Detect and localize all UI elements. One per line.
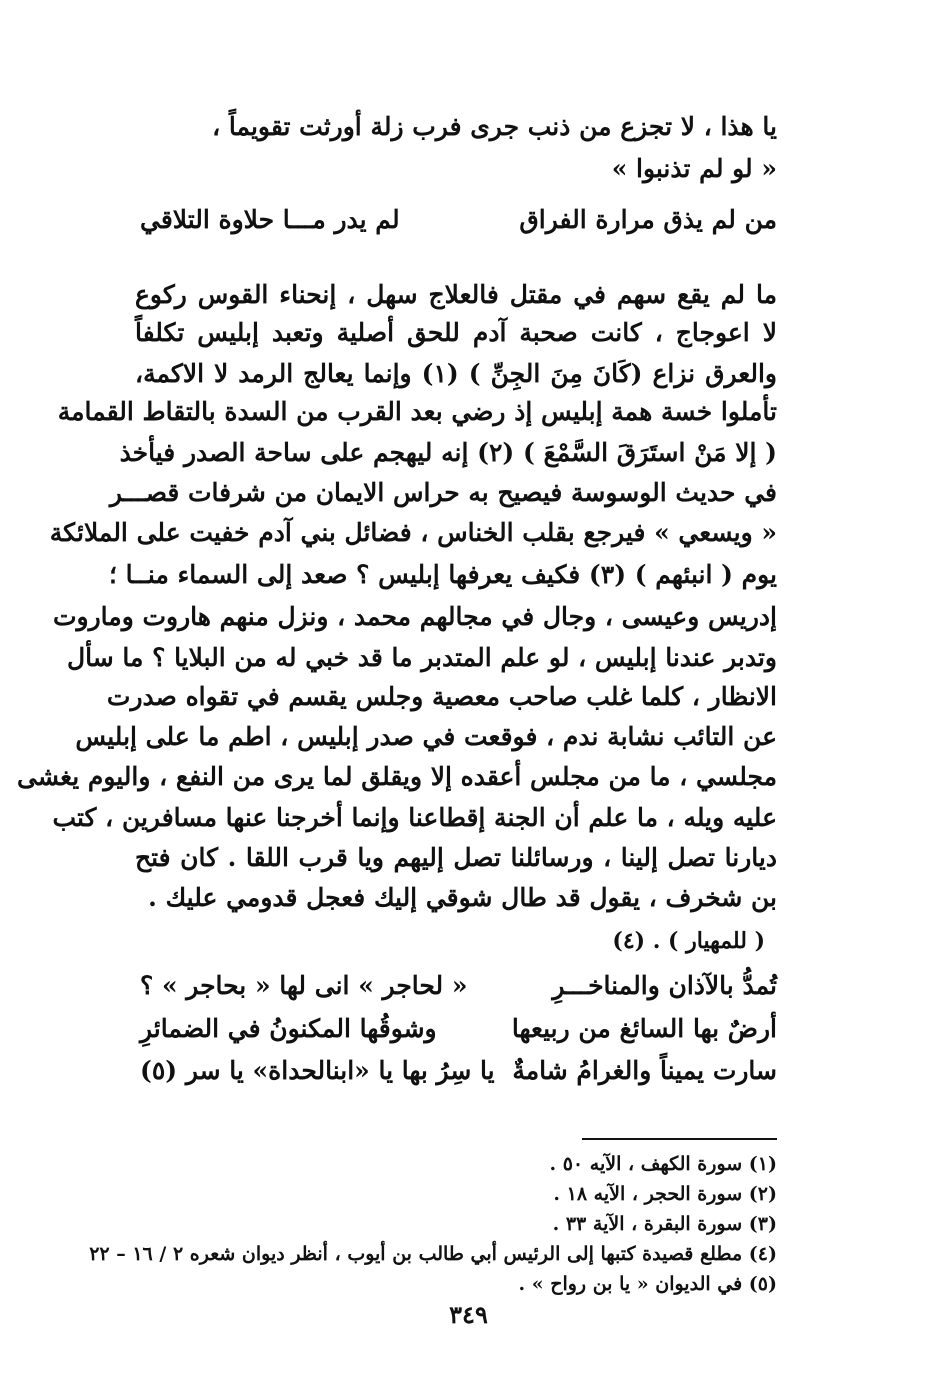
body-line: « ويسعي » فيرجع بقلب الخناس ، فضائل بني آدم خفيت على الملائكة [49,518,777,547]
poem-hemistich-right: أرضٌ بها السائغ من ربيعها [511,1014,777,1043]
body-line: ديارنا تصل إلينا ، ورسائلنا تصل إليهم ويا قرب اللقا . كان فتح [135,843,777,872]
body-line: تأملوا خسة همة إبليس إذ رضي بعد القرب من السدة بالتقاط القمامة [57,397,777,426]
body-line: وتدبر عندنا إبليس ، لو علم المتدبر ما قد خبي له من البلايا ؟ ما سأل [66,643,777,672]
page-number: ٣٤٩ [449,1300,488,1329]
footnote: (٤) مطلع قصيدة كتبها إلى الرئيس أبي طالب بن أيوب ، أنظر ديوان شعره ٢ / ١٦ – ٢٢ [89,1243,777,1265]
body-line: يوم ( انبئهم ) (٣) فكيف يعرفها إبليس ؟ صعد إلى السماء منــا ؛ [108,560,777,589]
poem-hemistich-left: يا سِرُ بها يا «ابنالحداة» يا سر (٥) [140,1056,495,1085]
footnote: (٢) سورة الحجر ، الآيه ١٨ . [553,1183,777,1205]
couplet-hemistich-left: لم يدر مـــا حلاوة التلاقي [140,205,400,234]
intro-line-1: يا هذا ، لا تجزع من ذنب جرى فرب زلة أورثت تقويماً ، [212,112,777,141]
footnote-divider [582,1138,777,1140]
footnote: (٣) سورة البقرة ، الآية ٣٣ . [552,1213,777,1235]
body-line: والعرق نزاع (كَانَ مِنَ الجِنِّ ) (١) وإنما يعالج الرمد لا الاكمة، [135,359,777,388]
poem-hemistich-right: سارت يميناً والغرامُ شامةٌ [512,1056,777,1085]
body-line: مجلسي ، ما من مجلس أعقده إلا ويقلق لما يرى من النفع ، واليوم يغشى [17,762,777,791]
body-line: ما لم يقع سهم في مقتل فالعلاج سهل ، إنحناء القوس ركوع [135,280,777,309]
body-line: ( إلا مَنْ استَرَقَ السَّمْعَ ) (٢) إنه ليهجم على ساحة الصدر فيأخذ [119,438,777,467]
footnote: (٥) في الديوان « يا بن رواح » . [518,1273,777,1295]
couplet-hemistich-right: من لم يذق مرارة الفراق [519,205,777,234]
footnote: (١) سورة الكهف ، الآيه ٥٠ . [549,1153,777,1175]
body-line: في حديث الوسوسة فيصيح به حراس الايمان من شرفات قصـــر [109,478,777,507]
body-line: بن شخرف ، يقول قد طال شوقي إليك فعجل قدومي عليك . [148,883,777,912]
body-line: لا اعوجاج ، كانت صحبة آدم للحق أصلية وتعبد إبليس تكلفاً [135,318,777,347]
body-line: عن التائب نشابة ندم ، فوقعت في صدر إبليس ، اطم ما على إبليس [75,722,777,751]
body-line: عليه ويله ، ما علم أن الجنة إقطاعنا وإنما أخرجنا عنها مسافرين ، كتب [52,803,777,832]
poem-hemistich-left: « لحاجر » انى لها « بحاجر » ؟ [140,971,468,1000]
body-line: الانظار ، كلما غلب صاحب معصية وجلس يقسم في تقواه صدرت [106,682,777,711]
body-line: إدريس وعيسى ، وجال في مجالهم محمد ، ونزل منهم هاروت وماروت [53,602,777,631]
poem-hemistich-left: وشوقُها المكنونُ في الضمائرِ [140,1014,437,1043]
poet-attribution: ( للمهيار ) . (٤) [612,928,765,954]
poem-hemistich-right: تُمدُّ بالآذان والمناخـــرِ [552,971,777,1000]
intro-line-2: « لو لم تذنبوا » [611,154,777,183]
